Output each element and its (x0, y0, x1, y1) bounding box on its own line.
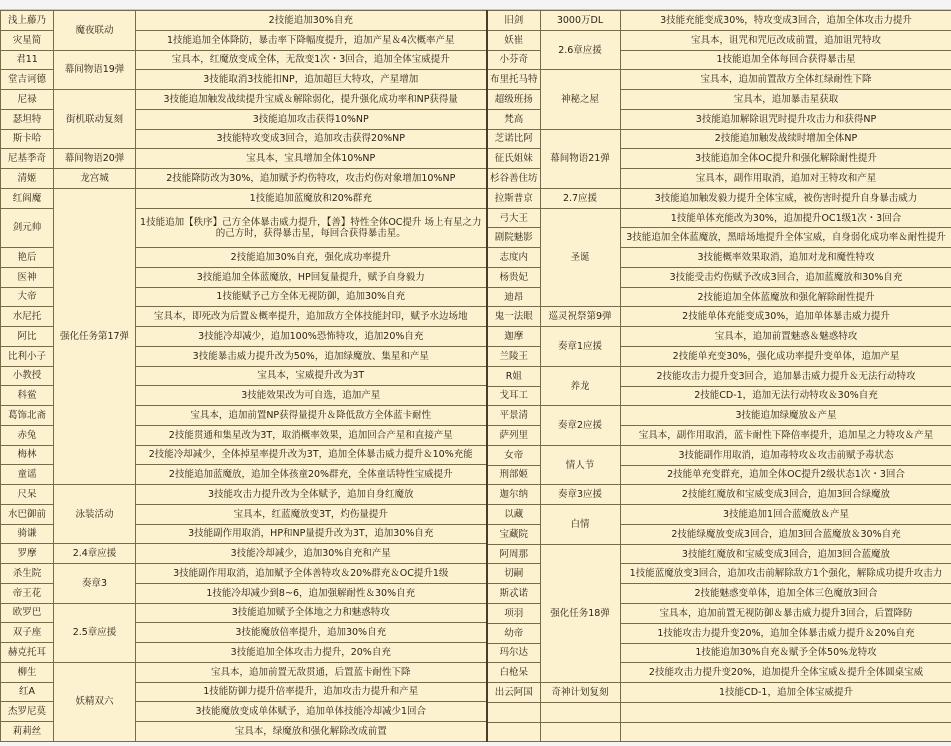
upgrade-description-cell (620, 702, 951, 722)
servant-name-cell: 迪昂 (487, 287, 540, 307)
servant-name-cell: 剧院魅影 (487, 228, 540, 248)
servant-name-cell: 志度内 (487, 248, 540, 268)
upgrade-description-cell: 宝具本，追加前置魅惑＆魅惑特攻 (620, 327, 951, 347)
servant-name-cell: 迦摩 (487, 327, 540, 347)
table-row (487, 208, 951, 228)
servant-name-cell: 大帝 (1, 287, 54, 307)
servant-name-cell: 鬼一法眼 (487, 307, 540, 327)
event-cell (540, 722, 620, 742)
upgrade-description-cell: 1技能追加蓝魔放和20%群充 (136, 188, 487, 208)
servant-name-cell: 骑谦 (1, 524, 54, 544)
upgrade-description-cell: 3技能追加1回合蓝魔放＆产星 (620, 505, 951, 525)
servant-name-cell: 萨列里 (487, 426, 540, 446)
servant-name-cell: 小教授 (1, 366, 54, 386)
servant-name-cell: 赫克托耳 (1, 643, 54, 663)
event-cell: 奏章3应援 (540, 485, 620, 505)
servant-name-cell: 清姬 (1, 169, 54, 189)
servant-name-cell: 灾星简 (1, 30, 54, 50)
upgrade-description-cell: 1技能攻击力提升变20%，追加全体暴击威力提升＆20%自充 (620, 623, 951, 643)
servant-name-cell: 莉莉丝 (1, 722, 54, 742)
upgrade-description-cell (620, 722, 951, 742)
upgrade-description-cell: 2技能红魔放和宝威变成3回合，追加3回合绿魔放 (620, 485, 951, 505)
upgrade-description-cell: 宝具本，副作用取消，追加对王特攻和产星 (620, 169, 951, 189)
upgrade-description-cell: 3技能副作用取消，HP和NP量提升改为3T，追加30%自充 (136, 524, 487, 544)
servant-name-cell: 杰罗尼莫 (1, 702, 54, 722)
servant-name-cell: 红阎魔 (1, 188, 54, 208)
upgrade-description-cell: 1技能追加全体降防，暴击率下降幅度提升，追加产星＆4次概率产星 (136, 30, 487, 50)
table-row (1, 188, 487, 208)
upgrade-description-cell: 3技能追加攻击获得10%NP (136, 109, 487, 129)
upgrade-description-cell: 3技能追加触发毅力提升全体宝威，被伤害时提升自身暴击威力 (620, 188, 951, 208)
table-row (487, 11, 951, 31)
upgrade-description-cell: 3技能追加绿魔放＆产星 (620, 406, 951, 426)
upgrade-description-cell: 宝具本，宝具增加全体10%NP (136, 149, 487, 169)
servant-name-cell: 拉斯普京 (487, 188, 540, 208)
upgrade-description-cell: 3技能冷却减少，追加30%自充和产星 (136, 544, 487, 564)
event-cell: 奏章2应援 (540, 406, 620, 446)
upgrade-description-cell: 3技能效果改为可自选，追加产星 (136, 386, 487, 406)
upgrade-description-cell: 1技能CD-1，追加全体宝威提升 (620, 683, 951, 703)
servant-name-cell: 尺呆 (1, 485, 54, 505)
upgrade-description-cell: 3技能受击灼伤赋予改成3回合，追加蓝魔放和30%自充 (620, 267, 951, 287)
upgrade-description-cell: 2技能单充变群充，追加全体OC提升2级状态1次・3回合 (620, 465, 951, 485)
upgrade-description-cell: 2技能追加全体蓝魔放和强化解除耐性提升 (620, 287, 951, 307)
servant-name-cell: 堂吉诃德 (1, 70, 54, 90)
servant-name-cell: 欧罗巴 (1, 603, 54, 623)
servant-name-cell: 水巴御前 (1, 504, 54, 524)
servant-name-cell: 比利小子 (1, 346, 54, 366)
servant-name-cell: 童谣 (1, 465, 54, 485)
upgrade-description-cell: 2技能绿魔放变成3回合，追加3回合蓝魔放＆30%自充 (620, 524, 951, 544)
event-cell: 巡灵祝祭第9弹 (540, 307, 620, 327)
table-row (487, 30, 951, 50)
servant-name-cell: 兰陵王 (487, 347, 540, 367)
servant-name-cell: 阿比 (1, 327, 54, 347)
upgrade-description-cell: 1技能单体充能改为30%，追加提升OC1级1次・3回合 (620, 208, 951, 228)
upgrade-description-cell: 3技能充能变成30%，特攻变成3回合，追加全体攻击力提升 (620, 11, 951, 31)
servant-name-cell: 梅林 (1, 445, 54, 465)
upgrade-description-cell: 2技能单体充能变成30%，追加单体暴击威力提升 (620, 307, 951, 327)
upgrade-description-cell: 宝具本，即死改为后置＆概率提升，追加敌方全体技能封印，赋予水边场地 (136, 307, 487, 327)
upgrade-description-cell: 1技能冷却减少到8~6，追加强解耐性＆30%自充 (136, 583, 487, 603)
table-row (487, 505, 951, 525)
upgrade-description-cell: 3技能追加全体蓝魔放，HP回复量提升，赋予自身毅力 (136, 267, 487, 287)
upgrade-description-cell: 1技能赋予己方全体无视防御，追加30%自充 (136, 287, 487, 307)
upgrade-description-cell: 宝具本，追加前置无敌贯通，后置蓝卡耐性下降 (136, 662, 487, 682)
servant-name-cell: 超级班扬 (487, 90, 540, 110)
event-cell: 魔夜联动 (54, 11, 136, 51)
upgrade-description-cell: 宝具本，追加暴击星获取 (620, 90, 951, 110)
servant-name-cell: 瑟坦特 (1, 109, 54, 129)
upgrade-description-cell: 2技能贯通和集星改为3T，取消概率效果，追加回合产星和直接产星 (136, 425, 487, 445)
upgrade-description-cell: 3技能暴击威力提升改为50%，追加绿魔放、集星和产星 (136, 346, 487, 366)
table-row (1, 662, 487, 682)
upgrade-description-cell: 3技能取消3技能扣NP，追加超巨大特攻，产星增加 (136, 70, 487, 90)
upgrade-description-cell: 2技能追加30%自充，强化成功率提升 (136, 248, 487, 268)
event-cell: 强化任务18弹 (540, 544, 620, 682)
servant-name-cell: 芝诺比阿 (487, 129, 540, 149)
upgrade-description-cell: 3技能攻击力提升改为全体赋予，追加自身红魔放 (136, 485, 487, 505)
upgrade-description-cell: 2技能攻击力提升变3回合，追加暴击威力提升＆无法行动特攻 (620, 366, 951, 386)
upgrade-description-cell: 1技能防御力提升倍率提升，追加攻击力提升和产星 (136, 682, 487, 702)
table-row (1, 11, 487, 31)
upgrade-description-cell: 3技能追加触发战续提升宝威＆解除弱化，提升强化成功率和NP获得量 (136, 90, 487, 110)
upgrade-description-cell: 2技能追加蓝魔放，追加全体孩童20%群充，全体童话特性宝威提升 (136, 465, 487, 485)
servant-name-cell: 斯卡哈 (1, 129, 54, 149)
upgrade-description-cell: 3技能魔放倍率提升，追加30%自充 (136, 623, 487, 643)
table-row (487, 406, 951, 426)
upgrade-description-cell: 3技能概率效果取消，追加对龙和魔性特攻 (620, 248, 951, 268)
servant-name-cell: 水尼托 (1, 307, 54, 327)
bottom-strip (0, 742, 951, 746)
servant-name-cell: 赤兔 (1, 425, 54, 445)
servant-name-cell: 项羽 (487, 603, 540, 623)
table-row (487, 70, 951, 90)
servant-upgrade-table-right (486, 10, 951, 742)
event-cell: 妖精双六 (54, 662, 136, 741)
servant-name-cell: 女帝 (487, 445, 540, 465)
servant-name-cell: 弓大王 (487, 208, 540, 228)
top-strip (0, 0, 951, 10)
event-cell: 2.4章应援 (54, 544, 136, 564)
servant-name-cell: 宝藏院 (487, 524, 540, 544)
servant-name-cell: 戈耳工 (487, 386, 540, 406)
servant-name-cell: 红A (1, 682, 54, 702)
event-cell: 强化任务第17弹 (54, 188, 136, 484)
servant-name-cell: 杨贵妃 (487, 267, 540, 287)
event-cell: 神秘之屋 (540, 70, 620, 129)
upgrade-description-cell: 2技能冷却减少，全体掉星率提升改为3T，追加全体暴击威力提升＆10%充能 (136, 445, 487, 465)
upgrade-description-cell: 宝具本，红魔放变成全体，无敌变1次・3回合，追加全体宝威提升 (136, 50, 487, 70)
upgrade-description-cell: 3技能特攻变成3回合，追加攻击获得20%NP (136, 129, 487, 149)
table-row (1, 50, 487, 70)
upgrade-description-cell: 1技能蓝魔放变3回合，追加攻击前解除敌方1个强化，解除成功提升攻击力 (620, 564, 951, 584)
servant-name-cell: 玛尔达 (487, 643, 540, 663)
upgrade-description-cell: 宝具本，追加前置无视防御＆暴击威力提升3回合，后置降防 (620, 603, 951, 623)
table-row (1, 149, 487, 169)
servant-name-cell: 葛饰北斋 (1, 406, 54, 426)
event-cell: 2.6章应援 (540, 30, 620, 70)
servant-name-cell: 白枪呆 (487, 663, 540, 683)
table-row (487, 683, 951, 703)
upgrade-description-cell: 2技能追加30%自充 (136, 11, 487, 31)
servant-name-cell: 尼禄 (1, 90, 54, 110)
servant-name-cell: 杀生院 (1, 564, 54, 584)
servant-name-cell: 尼基季奇 (1, 149, 54, 169)
table-row (1, 603, 487, 623)
servant-name-cell: 切嗣 (487, 564, 540, 584)
servant-name-cell: 斯忒诺 (487, 584, 540, 604)
upgrade-description-cell: 2技能降防改为30%，追加赋予灼伤特攻，攻击灼伤对象增加10%NP (136, 169, 487, 189)
upgrade-description-cell: 3技能副作用取消，追加毒特攻＆攻击前赋予毒状态 (620, 445, 951, 465)
servant-name-cell: 布里托马特 (487, 70, 540, 90)
servant-name-cell: 罗摩 (1, 544, 54, 564)
event-cell: 幕间物语20弹 (54, 149, 136, 169)
event-cell: 幕间物语19弹 (54, 50, 136, 90)
servant-name-cell: 妖崔 (487, 30, 540, 50)
upgrade-description-cell: 3技能追加全体蓝魔放，黑暗场地提升全体宝威，自身弱化成功率＆耐性提升 (620, 228, 951, 248)
table-row (1, 544, 487, 564)
upgrade-description-cell: 3技能副作用取消，追加赋予全体善特攻＆20%群充＆OC提升1级 (136, 564, 487, 584)
upgrade-description-cell: 3技能冷却减少，追加100%恐怖特攻，追加20%自充 (136, 327, 487, 347)
servant-name-cell: 梵高 (487, 109, 540, 129)
servant-name-cell: 刑部姬 (487, 465, 540, 485)
event-cell: 3000万DL (540, 11, 620, 31)
upgrade-description-cell: 3技能追加赋予全体地之力和魅惑特攻 (136, 603, 487, 623)
table-row (1, 169, 487, 189)
servant-upgrade-table-left (0, 10, 488, 742)
event-cell: 奏章1应援 (540, 327, 620, 367)
upgrade-description-cell: 3技能追加全体OC提升和强化解除耐性提升 (620, 149, 951, 169)
servant-name-cell: 平景清 (487, 406, 540, 426)
upgrade-description-cell: 2技能攻击力提升变20%，追加提升全体宝威＆提升全体圆桌宝威 (620, 663, 951, 683)
event-cell: 2.5章应援 (54, 603, 136, 662)
servant-name-cell: 旧剑 (487, 11, 540, 31)
servant-name-cell: 科鲎 (1, 386, 54, 406)
upgrade-description-cell: 宝具本，红蓝魔放变3T，灼伤量提升 (136, 504, 487, 524)
servant-name-cell: 幼帝 (487, 623, 540, 643)
table-row (487, 544, 951, 564)
event-cell: 泳装活动 (54, 485, 136, 544)
table-row (487, 366, 951, 386)
upgrade-description-cell: 宝具本，追加前置敌方全体红绿耐性下降 (620, 70, 951, 90)
event-cell: 奇神计划复刻 (540, 683, 620, 703)
event-cell: 情人节 (540, 445, 620, 485)
upgrade-description-cell: 3技能魔放变成单体赋予，追加单体技能冷却减少1回合 (136, 702, 487, 722)
event-cell: 2.7应援 (540, 188, 620, 208)
servant-name-cell (487, 702, 540, 722)
table-row (1, 564, 487, 584)
table-row (1, 90, 487, 110)
upgrade-description-cell: 宝具本，宝威提升改为3T (136, 366, 487, 386)
event-cell: 幕间物语21弹 (540, 129, 620, 188)
event-cell: 养龙 (540, 366, 620, 406)
servant-name-cell: 艳后 (1, 248, 54, 268)
upgrade-description-cell: 1技能追加【秩序】己方全体暴击威力提升，【善】特性全体OC提升 场上有星之力的己方时，获得暴击星，每回合获得暴击星。 (136, 208, 487, 248)
upgrade-description-cell: 宝具本，追加前置NP获得量提升＆降低敌方全体蓝卡耐性 (136, 406, 487, 426)
servant-name-cell: 征氏姐妹 (487, 149, 540, 169)
servant-name-cell: 双子座 (1, 623, 54, 643)
table-row (487, 702, 951, 722)
upgrade-description-cell: 3技能追加解除诅咒时提升攻击力和获得NP (620, 109, 951, 129)
table-row (487, 485, 951, 505)
servant-name-cell: 浅上藤乃 (1, 11, 54, 31)
servant-name-cell: R姐 (487, 366, 540, 386)
upgrade-description-cell: 2技能单充变30%，强化成功率提升变单体，追加产星 (620, 347, 951, 367)
upgrade-description-cell: 3技能追加全体攻击力提升，20%自充 (136, 643, 487, 663)
servant-name-cell (487, 722, 540, 742)
table-row (1, 485, 487, 505)
event-cell (540, 702, 620, 722)
upgrade-description-cell: 2技能CD-1，追加无法行动特攻＆30%自充 (620, 386, 951, 406)
event-cell: 白情 (540, 505, 620, 545)
event-cell: 奏章3 (54, 564, 136, 604)
upgrade-description-cell: 2技能追加触发战续时增加全体NP (620, 129, 951, 149)
upgrade-description-cell: 宝具本，绿魔放和强化解除改成前置 (136, 722, 487, 742)
upgrade-description-cell: 1技能追加30%自充＆赋予全体50%龙特攻 (620, 643, 951, 663)
servant-name-cell: 剑元帅 (1, 208, 54, 248)
servant-name-cell: 阿周那 (487, 544, 540, 564)
upgrade-description-cell: 宝具本，诅咒和咒厄改成前置，追加诅咒特攻 (620, 30, 951, 50)
table-row (487, 129, 951, 149)
servant-name-cell: 杉谷善住坊 (487, 169, 540, 189)
table-row (487, 327, 951, 347)
servant-name-cell: 医神 (1, 267, 54, 287)
servant-name-cell: 出云阿国 (487, 683, 540, 703)
servant-name-cell: 帝王花 (1, 583, 54, 603)
servant-name-cell: 以藏 (487, 505, 540, 525)
upgrade-description-cell: 3技能红魔放和宝威变成3回合，追加3回合蓝魔放 (620, 544, 951, 564)
event-cell: 龙宫城 (54, 169, 136, 189)
upgrade-description-cell: 宝具本，副作用取消，蓝卡耐性下降倍率提升，追加星之力特攻＆产星 (620, 426, 951, 446)
table-row (487, 307, 951, 327)
servant-name-cell: 君11 (1, 50, 54, 70)
table-row (487, 445, 951, 465)
event-cell: 圣诞 (540, 208, 620, 307)
servant-name-cell: 小芬奇 (487, 50, 540, 70)
upgrade-description-cell: 2技能魅惑变单体，追加全体三色魔放3回合 (620, 584, 951, 604)
upgrade-description-cell: 1技能追加全体每回合获得暴击星 (620, 50, 951, 70)
servant-name-cell: 迦尔纳 (487, 485, 540, 505)
table-row (487, 722, 951, 742)
servant-name-cell: 柳生 (1, 662, 54, 682)
event-cell: 街机联动复刻 (54, 90, 136, 149)
table-row (487, 188, 951, 208)
